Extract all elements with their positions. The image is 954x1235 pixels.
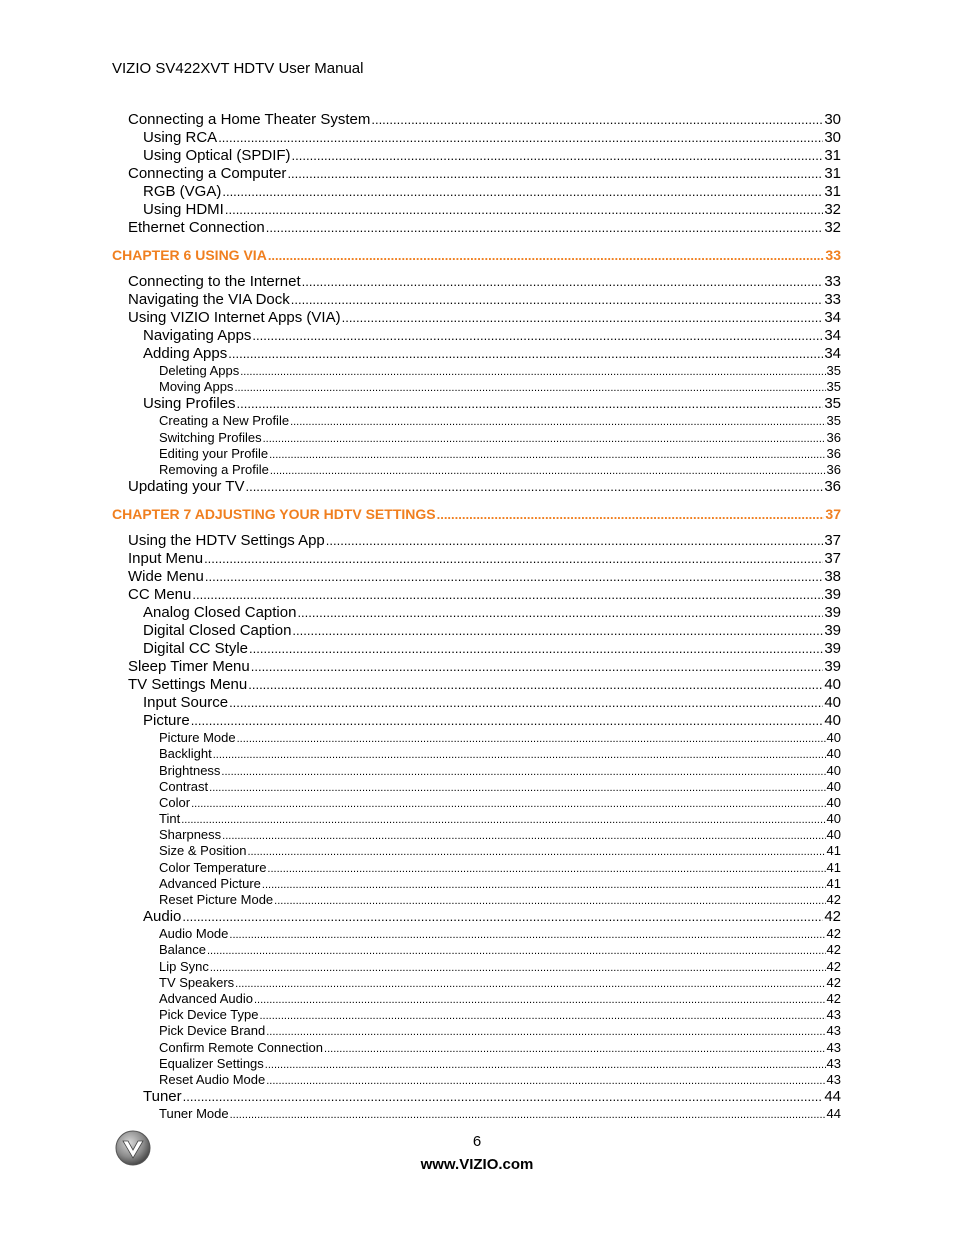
toc-entry-title: Removing a Profile xyxy=(159,461,269,477)
toc-entry-title: Tint xyxy=(159,811,181,827)
toc-entry[interactable] xyxy=(112,1056,841,1072)
toc-entry[interactable] xyxy=(112,291,841,309)
toc-dot-leader xyxy=(234,380,825,396)
toc-entry[interactable] xyxy=(112,604,841,622)
toc-page-number: 44 xyxy=(826,1106,841,1122)
toc-page-number: 40 xyxy=(826,746,841,762)
toc-dot-leader xyxy=(204,550,823,568)
toc-page-number: 40 xyxy=(824,676,841,694)
toc-page-number: 39 xyxy=(824,586,841,604)
toc-entry-title: Sharpness xyxy=(159,827,222,843)
toc-dot-leader xyxy=(225,201,823,219)
toc-entry-title: Navigating Apps xyxy=(143,327,252,344)
toc-entry[interactable] xyxy=(112,327,841,345)
toc-page-number: 40 xyxy=(826,762,841,778)
toc-page-number: 43 xyxy=(826,1055,841,1071)
toc-dot-leader xyxy=(222,183,823,201)
toc-entry[interactable] xyxy=(112,763,841,779)
toc-dot-leader xyxy=(183,1088,824,1106)
toc-page-number: 36 xyxy=(826,429,841,445)
toc-entry-title: Connecting to the Internet xyxy=(128,273,301,290)
toc-entry[interactable] xyxy=(112,975,841,991)
toc-entry[interactable] xyxy=(112,586,841,604)
toc-dot-leader xyxy=(210,960,826,976)
toc-entry[interactable] xyxy=(112,183,841,201)
toc-dot-leader xyxy=(265,1057,826,1073)
toc-page-number: 39 xyxy=(824,658,841,676)
toc-entry[interactable] xyxy=(112,395,841,413)
toc-entry-title: Digital CC Style xyxy=(143,640,249,658)
toc-dot-leader xyxy=(287,165,823,183)
toc-page-number: 42 xyxy=(824,908,841,926)
toc-page-number: 41 xyxy=(826,843,841,859)
toc-entry[interactable] xyxy=(112,843,841,859)
toc-dot-leader xyxy=(268,247,825,265)
toc-dot-leader xyxy=(237,395,824,413)
toc-entry-title: Lip Sync xyxy=(159,958,209,974)
toc-page-number: 43 xyxy=(826,1039,841,1055)
toc-page-number: 36 xyxy=(826,461,841,477)
toc-entry-title: CC Menu xyxy=(128,586,192,604)
toc-page-number: 34 xyxy=(824,345,841,362)
toc-dot-leader xyxy=(266,219,824,237)
toc-entry-title: Contrast xyxy=(159,778,209,794)
toc-entry-title: Using Optical (SPDIF) xyxy=(143,147,291,164)
toc-dot-leader xyxy=(229,694,823,712)
toc-entry[interactable] xyxy=(112,860,841,876)
toc-entry[interactable] xyxy=(112,1007,841,1023)
toc-entry[interactable] xyxy=(112,811,841,827)
toc-dot-leader xyxy=(262,877,826,893)
toc-entry[interactable] xyxy=(112,908,841,926)
toc-page-number: 36 xyxy=(826,445,841,461)
toc-entry-title: Reset Picture Mode xyxy=(159,892,274,907)
toc-dot-leader xyxy=(266,1073,825,1089)
toc-entry-title: Using Profiles xyxy=(143,395,236,413)
toc-page-number: 40 xyxy=(826,827,841,843)
toc-entry[interactable] xyxy=(112,827,841,843)
toc-entry-title: Adding Apps xyxy=(143,345,228,362)
toc-entry[interactable] xyxy=(112,462,841,478)
toc-page-number: 30 xyxy=(824,129,841,146)
toc-entry-title: Color Temperature xyxy=(159,859,267,875)
toc-entry[interactable] xyxy=(112,1106,841,1122)
toc-entry-title: Size & Position xyxy=(159,843,247,859)
toc-entry-title: Balance xyxy=(159,942,206,958)
toc-page-number: 35 xyxy=(824,395,841,413)
toc-entry-title: TV Settings Menu xyxy=(128,676,248,694)
toc-dot-leader xyxy=(247,844,825,860)
toc-dot-leader xyxy=(229,927,825,943)
toc-entry[interactable] xyxy=(112,730,841,746)
toc-page-number: 40 xyxy=(826,778,841,794)
toc-entry-title: Ethernet Connection xyxy=(128,219,265,236)
toc-page-number: 42 xyxy=(826,974,841,990)
toc-page-number: 40 xyxy=(826,811,841,827)
toc-entry-title: Input Source xyxy=(143,694,229,712)
toc-dot-leader xyxy=(205,568,823,586)
toc-page-number: 33 xyxy=(824,273,841,290)
toc-page-number: 34 xyxy=(824,309,841,326)
toc-entry-title: Backlight xyxy=(159,746,212,762)
toc-page-number: 37 xyxy=(824,550,841,568)
toc-entry[interactable] xyxy=(112,532,841,550)
toc-dot-leader xyxy=(228,345,823,363)
toc-dot-leader xyxy=(290,414,825,430)
toc-dot-leader xyxy=(269,447,825,463)
toc-entry[interactable] xyxy=(112,926,841,942)
toc-page-number: 42 xyxy=(826,990,841,1006)
toc-dot-leader xyxy=(248,676,823,694)
toc-dot-leader xyxy=(297,604,823,622)
toc-entry[interactable] xyxy=(112,219,841,237)
toc-page-number: 35 xyxy=(826,379,841,395)
toc-entry-title: Reset Audio Mode xyxy=(159,1071,266,1087)
toc-dot-leader xyxy=(274,893,825,909)
toc-page-number: 37 xyxy=(825,506,841,523)
toc-dot-leader xyxy=(324,1041,826,1057)
toc-page-number: 31 xyxy=(824,183,841,200)
toc-entry-title: Pick Device Type xyxy=(159,1007,259,1023)
toc-entry[interactable] xyxy=(112,795,841,811)
toc-dot-leader xyxy=(263,431,826,447)
toc-page-number: 31 xyxy=(824,147,841,164)
toc-entry[interactable] xyxy=(112,746,841,762)
toc-page-number: 41 xyxy=(826,875,841,891)
toc-entry-title: Connecting a Home Theater System xyxy=(128,111,371,128)
toc-entry[interactable] xyxy=(112,550,841,568)
toc-page-number: 40 xyxy=(826,730,841,746)
toc-dot-leader xyxy=(342,309,824,327)
toc-entry-title: Color xyxy=(159,794,191,810)
toc-entry[interactable] xyxy=(112,892,841,908)
toc-entry[interactable] xyxy=(112,568,841,586)
toc-dot-leader xyxy=(292,147,824,165)
toc-dot-leader xyxy=(259,1008,825,1024)
toc-dot-leader xyxy=(191,712,824,730)
footer-url: www.VIZIO.com xyxy=(420,1156,534,1173)
toc-dot-leader xyxy=(254,992,826,1008)
toc-entry[interactable] xyxy=(112,991,841,1007)
toc-dot-leader xyxy=(181,812,825,828)
toc-page-number: 32 xyxy=(824,219,841,236)
toc-entry-title: Updating your TV xyxy=(128,478,245,496)
toc-dot-leader xyxy=(222,828,825,844)
toc-entry-title: Sleep Timer Menu xyxy=(128,658,250,676)
toc-entry[interactable] xyxy=(112,1040,841,1056)
toc-dot-leader xyxy=(291,291,824,309)
toc-entry[interactable] xyxy=(112,959,841,975)
toc-entry-title: CHAPTER 7 ADJUSTING YOUR HDTV SETTINGS xyxy=(112,506,436,523)
toc-page-number: 40 xyxy=(824,712,841,730)
toc-dot-leader xyxy=(251,658,824,676)
toc-entry-title: Using the HDTV Settings App xyxy=(128,532,325,550)
toc-page-number: 30 xyxy=(824,111,841,128)
toc-entry-title: Deleting Apps xyxy=(159,363,240,378)
toc-page-number: 40 xyxy=(824,694,841,712)
page-number: 6 xyxy=(472,1133,482,1150)
toc-entry[interactable] xyxy=(112,430,841,446)
toc-entry[interactable] xyxy=(112,345,841,363)
toc-page-number: 36 xyxy=(824,478,841,496)
toc-dot-leader xyxy=(221,764,825,780)
toc-entry-title: Equalizer Settings xyxy=(159,1055,264,1071)
toc-page-number: 43 xyxy=(826,1071,841,1087)
toc-dot-leader xyxy=(371,111,823,129)
toc-entry-title: Navigating the VIA Dock xyxy=(128,291,290,308)
toc-entry-title: Editing your Profile xyxy=(159,445,269,461)
toc-entry[interactable] xyxy=(112,694,841,712)
toc-dot-leader xyxy=(191,796,825,812)
toc-entry-title: Using HDMI xyxy=(143,201,224,218)
toc-entry[interactable] xyxy=(112,309,841,327)
toc-page-number: 44 xyxy=(824,1088,841,1106)
toc-entry[interactable] xyxy=(112,446,841,462)
toc-dot-leader xyxy=(213,747,826,763)
toc-dot-leader xyxy=(209,780,825,796)
toc-page-number: 42 xyxy=(826,942,841,958)
toc-dot-leader xyxy=(270,463,826,479)
toc-dot-leader xyxy=(245,478,823,496)
toc-page-number: 37 xyxy=(824,532,841,550)
toc-dot-leader xyxy=(192,586,823,604)
toc-dot-leader xyxy=(302,273,824,291)
toc-page-number: 41 xyxy=(826,859,841,875)
toc-page-number: 33 xyxy=(824,291,841,308)
toc-entry-title: TV Speakers xyxy=(159,974,235,990)
toc-entry-title: Using RCA xyxy=(143,129,218,146)
toc-page-number: 35 xyxy=(826,413,841,429)
toc-entry-title: Connecting a Computer xyxy=(128,165,287,182)
toc-entry[interactable] xyxy=(112,165,841,183)
toc-page-number: 39 xyxy=(824,622,841,640)
toc-dot-leader xyxy=(237,731,826,747)
toc-entry[interactable] xyxy=(112,1088,841,1106)
toc-page-number: 39 xyxy=(824,640,841,658)
table-of-contents xyxy=(112,111,841,1122)
toc-entry-title: Brightness xyxy=(159,762,221,778)
toc-page-number: 42 xyxy=(826,926,841,942)
toc-page-number: 34 xyxy=(824,327,841,344)
toc-entry-title: CHAPTER 6 USING VIA xyxy=(112,247,267,263)
toc-entry[interactable] xyxy=(112,676,841,694)
toc-entry-title: Audio xyxy=(143,908,182,926)
toc-entry[interactable] xyxy=(112,622,841,640)
toc-entry-title: Picture xyxy=(143,712,190,730)
toc-page-number: 38 xyxy=(824,568,841,586)
toc-dot-leader xyxy=(326,532,824,550)
toc-entry[interactable] xyxy=(112,712,841,730)
toc-entry[interactable] xyxy=(112,876,841,892)
toc-entry[interactable] xyxy=(112,1072,841,1088)
toc-entry[interactable] xyxy=(112,379,841,395)
document-header: VIZIO SV422XVT HDTV User Manual xyxy=(112,60,364,77)
toc-dot-leader xyxy=(249,640,823,658)
toc-entry-title: Confirm Remote Connection xyxy=(159,1039,324,1055)
toc-entry-title: Moving Apps xyxy=(159,379,234,395)
toc-chapter-heading[interactable] xyxy=(112,246,841,264)
toc-page-number: 42 xyxy=(826,892,841,907)
toc-dot-leader xyxy=(207,943,826,959)
toc-dot-leader xyxy=(266,1024,825,1040)
toc-page-number: 43 xyxy=(826,1007,841,1023)
toc-entry[interactable] xyxy=(112,129,841,147)
toc-dot-leader xyxy=(240,364,825,380)
toc-entry[interactable] xyxy=(112,413,841,429)
toc-entry-title: Switching Profiles xyxy=(159,429,262,445)
toc-entry[interactable] xyxy=(112,478,841,496)
toc-entry-title: Advanced Picture xyxy=(159,875,261,891)
toc-entry[interactable] xyxy=(112,658,841,676)
toc-page-number: 42 xyxy=(826,958,841,974)
toc-entry[interactable] xyxy=(112,640,841,658)
toc-page-number: 33 xyxy=(825,247,841,263)
toc-entry-title: Input Menu xyxy=(128,550,204,568)
toc-entry-title: Pick Device Brand xyxy=(159,1023,266,1039)
toc-entry-title: Picture Mode xyxy=(159,730,236,746)
toc-entry[interactable] xyxy=(112,942,841,958)
toc-page-number: 32 xyxy=(824,201,841,218)
toc-page-number: 35 xyxy=(826,363,841,378)
toc-dot-leader xyxy=(267,861,825,877)
toc-entry[interactable] xyxy=(112,363,841,379)
toc-dot-leader xyxy=(437,506,825,524)
toc-entry-title: Tuner xyxy=(143,1088,182,1106)
toc-dot-leader xyxy=(235,976,825,992)
toc-entry-title: Analog Closed Caption xyxy=(143,604,297,622)
toc-page-number: 31 xyxy=(824,165,841,182)
toc-entry[interactable] xyxy=(112,779,841,795)
toc-entry-title: Digital Closed Caption xyxy=(143,622,292,640)
toc-entry-title: Using VIZIO Internet Apps (VIA) xyxy=(128,309,341,326)
toc-entry-title: RGB (VGA) xyxy=(143,183,222,200)
toc-entry[interactable] xyxy=(112,1023,841,1039)
toc-entry[interactable] xyxy=(112,201,841,219)
toc-dot-leader xyxy=(182,908,823,926)
toc-entry-title: Advanced Audio xyxy=(159,990,253,1006)
toc-entry[interactable] xyxy=(112,111,841,129)
toc-dot-leader xyxy=(252,327,823,345)
toc-entry-title: Tuner Mode xyxy=(159,1106,229,1122)
toc-entry[interactable] xyxy=(112,147,841,165)
toc-dot-leader xyxy=(230,1107,826,1123)
toc-page-number: 39 xyxy=(824,604,841,622)
toc-page-number: 43 xyxy=(826,1023,841,1039)
toc-entry-title: Creating a New Profile xyxy=(159,413,290,429)
toc-entry-title: Audio Mode xyxy=(159,926,229,942)
toc-dot-leader xyxy=(218,129,823,147)
toc-page-number: 40 xyxy=(826,794,841,810)
toc-entry[interactable] xyxy=(112,273,841,291)
toc-chapter-heading[interactable] xyxy=(112,505,841,523)
toc-entry-title: Wide Menu xyxy=(128,568,204,586)
toc-dot-leader xyxy=(292,622,823,640)
